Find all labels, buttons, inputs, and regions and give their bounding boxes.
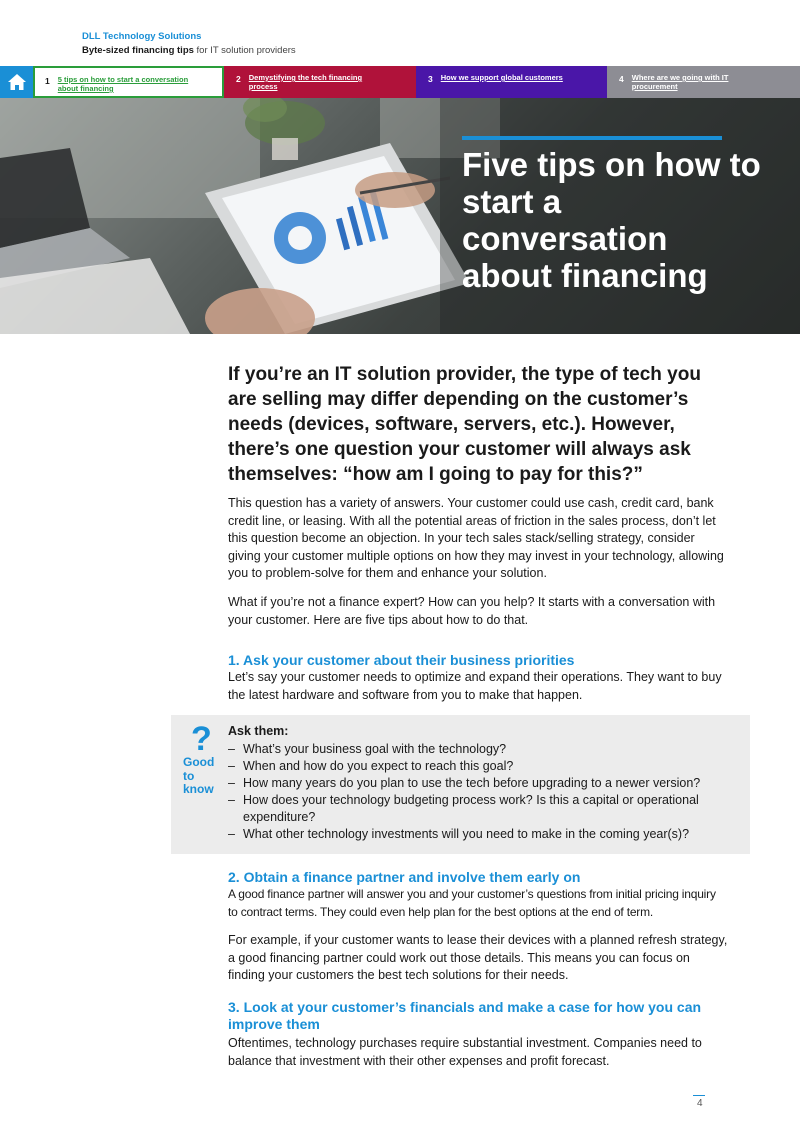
tab-label[interactable]: How we support global customers: [440, 73, 563, 82]
section-nav: [0, 66, 800, 98]
body-paragraph-2: What if you’re not a finance expert? How can you help? It starts with a conversation with your customer. Here are five tips about how to do that.: [228, 595, 716, 627]
ask-them-list: [228, 741, 728, 843]
brand-name: DLL Technology Solutions: [82, 31, 202, 42]
list-item: – What other technology investments will you need to make in the coming year(s)?: [228, 826, 728, 843]
hero-title-rule: [462, 136, 722, 140]
list-item: – When and how do you expect to reach this goal?: [228, 758, 728, 775]
tagline-bold: Byte-sized financing tips: [82, 45, 194, 56]
page-number-rule: [693, 1095, 705, 1096]
ask-them-heading: Ask them:: [228, 724, 289, 738]
tab-global-customers[interactable]: [416, 66, 607, 98]
tab-number: 2: [236, 74, 241, 84]
lead-paragraph: If you’re an IT solution provider, the type of tech you are selling may differ depending on the customer’s needs (devices, software, servers, etc.). However, there’s one question your customer will always ask themselves: “how am I going to pay for this?”: [228, 364, 701, 485]
tab-number: 3: [428, 74, 433, 84]
tip-3-heading: 3. Look at your customer’s financials and make a case for how you can improve them: [228, 999, 702, 1032]
home-icon: [7, 73, 27, 91]
tab-label[interactable]: 5 tips on how to start a conversation about financing: [57, 75, 189, 93]
tip-1-paragraph: Let’s say your customer needs to optimize and expand their operations. They want to buy the latest hardware and software from you to make that happen.: [228, 670, 722, 702]
tip-2-paragraph-2: For example, if your customer wants to lease their devices with a planned refresh strategy, a good financing partner could work out those details. This means you can focus on finding your customers the best tech solutions for their needs.: [228, 933, 728, 982]
tagline: [82, 45, 296, 56]
good-to-know-label: Good to know: [183, 755, 215, 796]
tab-label[interactable]: Demystifying the tech financing process: [248, 73, 363, 91]
tab-demystifying[interactable]: [224, 66, 416, 98]
body-paragraph-1: This question has a variety of answers. Your customer could use cash, credit card, bank credit line, or leasing. With all the potential areas of friction in the sales process, don’t let this question become an objection. In your tech sales stack/selling strategy, consider giving your customer multiple options on how they may invest in your technology, allowing you to problem-solve for them and enhance your solution.: [228, 496, 724, 580]
tip-2-paragraph-1: A good finance partner will answer you and your customer’s questions from initial pricing inquiry to contract terms. They could even help plan for the best options at the end of term.: [228, 887, 716, 919]
tip-1-heading: 1. Ask your customer about their business priorities: [228, 652, 575, 668]
tab-number: 1: [45, 76, 50, 86]
tip-3-paragraph: Oftentimes, technology purchases require substantial investment. Companies need to balance that investment with their other expenses and profit forecast.: [228, 1036, 702, 1068]
page-number: 4: [697, 1098, 703, 1109]
question-mark-icon: ?: [191, 720, 212, 758]
tagline-rest: for IT solution providers: [193, 45, 296, 56]
tab-number: 4: [619, 74, 624, 84]
list-item: – What’s your business goal with the technology?: [228, 741, 728, 758]
tip-2-heading: 2. Obtain a finance partner and involve them early on: [228, 869, 581, 885]
list-item: – How does your technology budgeting process work? Is this a capital or operational expenditure?: [228, 792, 728, 826]
hero-banner: [0, 98, 800, 334]
tab-5-tips[interactable]: [33, 66, 224, 98]
home-button[interactable]: [0, 66, 33, 98]
hero-title: Five tips on how to start a conversation about financing: [462, 146, 761, 294]
tab-label[interactable]: Where are we going with IT procurement: [631, 73, 729, 91]
list-item: – How many years do you plan to use the tech before upgrading to a newer version?: [228, 775, 728, 792]
tab-it-procurement[interactable]: [607, 66, 800, 98]
